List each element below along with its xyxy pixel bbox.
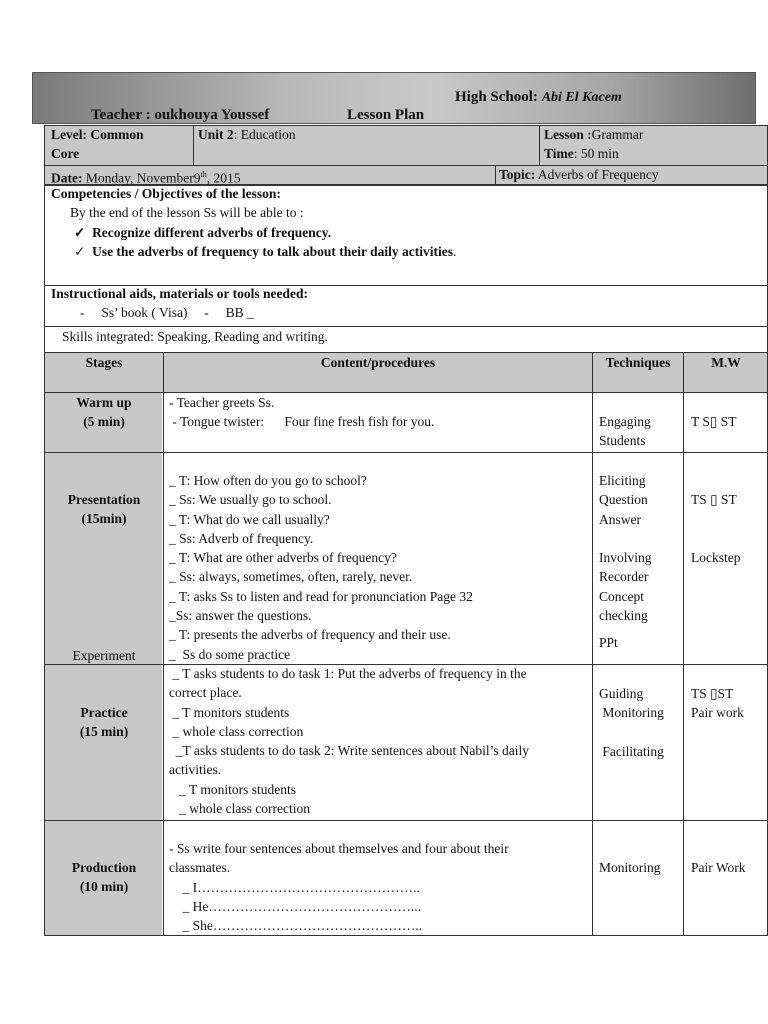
header-content: Content/procedures <box>320 355 436 370</box>
check-icon: ✓ <box>74 243 86 259</box>
date-cell: Date: Monday, November9th, 2015 <box>51 170 241 186</box>
stage-warmup: Warm up (5 min) <box>76 395 132 430</box>
header-banner <box>32 72 756 124</box>
stage-practice: Practice (15 min) <box>79 705 129 740</box>
techniques-presentation: Eliciting Question Answer Involving Recorder Concept checking PPt <box>599 473 652 651</box>
school-name: Abi El Kacem <box>541 90 622 105</box>
level-cell: Level: Common Core <box>51 127 144 162</box>
school-line <box>455 89 622 106</box>
unit-cell: Unit 2: Education <box>198 127 296 142</box>
mw-presentation: TS ▯ ST Lockstep <box>691 492 741 565</box>
header-stages: Stages <box>85 355 123 370</box>
school-label: High School: <box>455 89 538 105</box>
stage-experiment: Experiment <box>72 648 136 663</box>
mw-production: Pair Work <box>691 860 746 875</box>
check-icon: ✓ <box>74 224 86 240</box>
header-mw: M.W <box>711 355 741 370</box>
teacher-name: Teacher : oukhouya Youssef <box>91 107 270 123</box>
topic-cell: Topic: Adverbs of Frequency <box>499 167 659 182</box>
content-presentation: _ T: How often do you go to school? _ Ss: We usually go to school. _ T: What do we call usually? _ Ss: Adverb of frequency. _ T: What are other adverbs of frequency? _ Ss: always, sometimes, often, rarely, never. _ T: asks Ss to listen and read for pronunciation Page 32 _Ss: answer the questions. _ T: presents the adverbs of frequency and their use. _ Ss do some practice <box>169 473 473 662</box>
objectives: Competencies / Objectives of the lesson: By the end of the lesson Ss will be able to : ✓ Recognize different adverbs of frequency. ✓ Use the adverbs of frequency to talk about their daily activities. <box>51 186 457 259</box>
page-title: Lesson Plan <box>347 107 425 123</box>
techniques-production: Monitoring <box>599 860 661 875</box>
mw-practice: TS ▯ST Pair work <box>691 686 744 721</box>
stage-production: Production (10 min) <box>71 860 137 895</box>
lesson-cell: Lesson :Grammar Time: 50 min <box>544 127 644 162</box>
aids: Instructional aids, materials or tools needed: - Ss’ book ( Visa) - BB _ <box>51 286 308 321</box>
skills: Skills integrated: Speaking, Reading and writing. <box>62 329 328 344</box>
stage-presentation: Presentation (15min) <box>67 492 141 527</box>
techniques-warmup: Engaging Students <box>599 414 651 449</box>
techniques-practice: Guiding Monitoring Facilitating <box>599 686 664 759</box>
content-practice: _ T asks students to do task 1: Put the adverbs of frequency in the correct place. _ T monitors students _ whole class correction _T asks students to do task 2: Write sentences about Nabil’s daily activities. _ T monitors students _ whole class correction <box>169 666 530 817</box>
content-production: - Ss write four sentences about themselves and four about their classmates. _ I………………………………………….. _ He………………………………………... _ She……………………………………….. <box>169 841 509 934</box>
mw-warmup: T S▯ ST <box>691 414 737 429</box>
header-techniques: Techniques <box>605 355 671 370</box>
content-warmup: - Teacher greets Ss. - Tongue twister: Four fine fresh fish for you. <box>169 395 435 430</box>
